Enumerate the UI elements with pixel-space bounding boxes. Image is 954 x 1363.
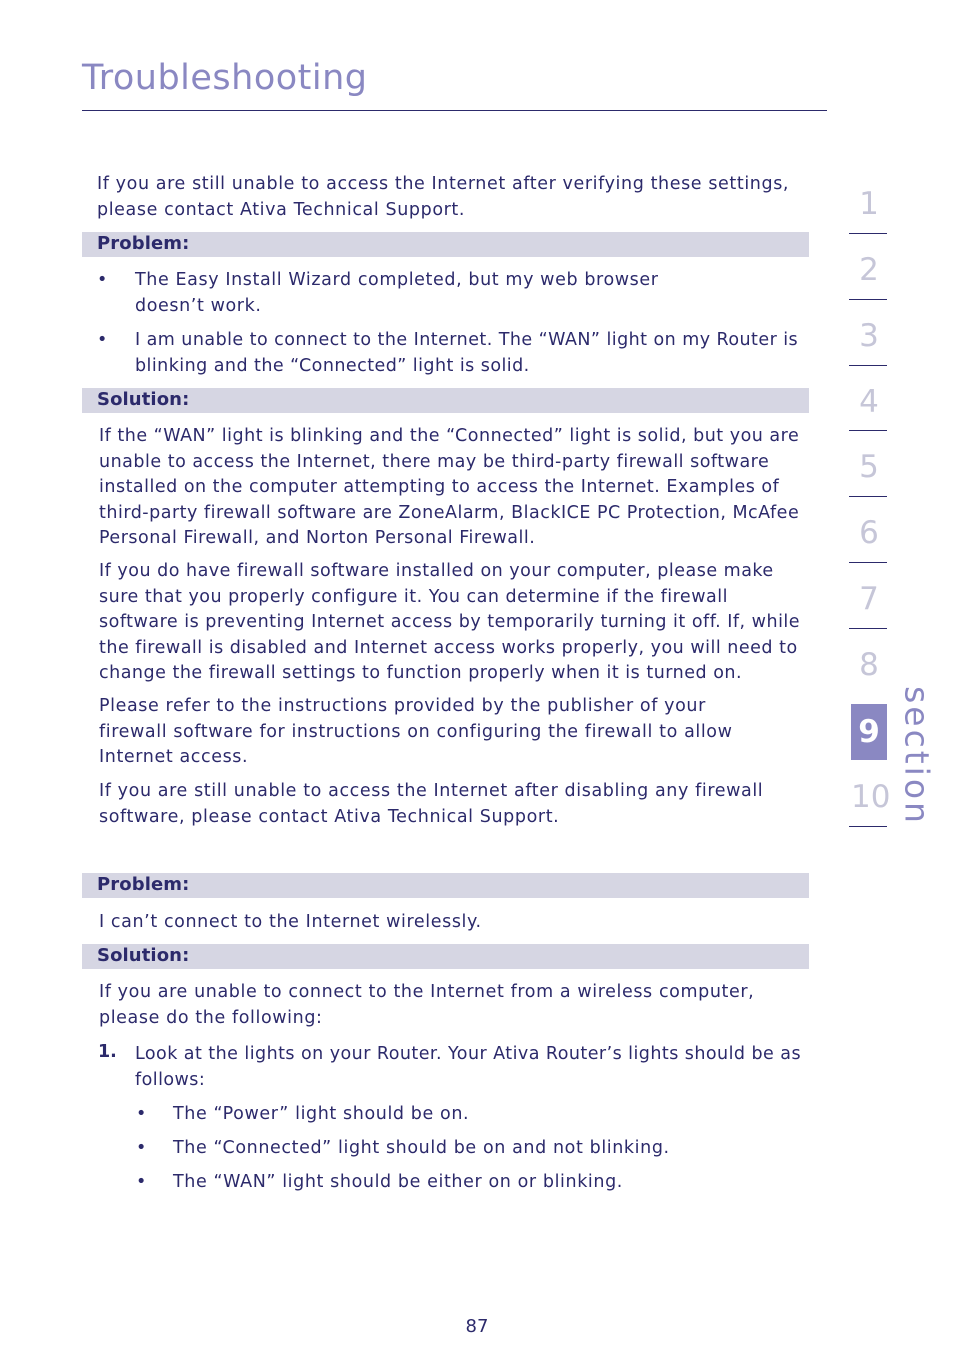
section-tab-4[interactable]: 4: [859, 384, 879, 420]
tab-divider: [849, 826, 887, 827]
section-tab-6[interactable]: 6: [859, 515, 879, 551]
step-bullet: The “WAN” light should be either on or blinking.: [173, 1172, 623, 1192]
section-tab-9-active[interactable]: 9: [851, 704, 887, 760]
section-tab-3[interactable]: 3: [859, 318, 879, 354]
step-number: 1.: [98, 1042, 117, 1062]
tab-divider: [849, 430, 887, 431]
paragraph-line: firewall software for instructions on configuring the firewall to allow: [99, 721, 733, 742]
section-tab-2[interactable]: 2: [859, 252, 879, 288]
step-line: follows:: [135, 1069, 206, 1090]
problem-label: Problem:: [97, 874, 190, 895]
paragraph-line: Internet access.: [99, 747, 249, 767]
bullet-line: blinking and the “Connected” light is solid.: [135, 355, 530, 376]
solution-intro: [99, 980, 754, 1031]
solution-paragraph: [99, 424, 799, 552]
section-label-text: section: [897, 686, 937, 826]
paragraph-line: change the firewall settings to function properly when it is turned on.: [99, 663, 743, 683]
section-tab-5[interactable]: 5: [859, 449, 879, 485]
intro-text: [97, 172, 789, 223]
paragraph-line: please do the following:: [99, 1007, 323, 1028]
problem-label: Problem:: [97, 233, 190, 254]
solution-label: Solution:: [97, 389, 190, 410]
solution-heading-bar: [82, 944, 809, 969]
paragraph-line: installed on the computer attempting to access the Internet. Examples of: [99, 477, 780, 497]
bullet-line: I am unable to connect to the Internet. The “WAN” light on my Router is: [135, 330, 799, 350]
section-tab-1[interactable]: 1: [859, 186, 879, 222]
section-tab-10[interactable]: 10: [851, 779, 891, 815]
bullet-symbol: •: [97, 270, 108, 290]
paragraph-line: software is preventing Internet access by temporarily turning it off. If, while: [99, 612, 801, 632]
paragraph-line: third-party firewall software are ZoneAlarm, BlackICE PC Protection, McAfee: [99, 502, 800, 523]
section-tab-7[interactable]: 7: [859, 581, 879, 617]
paragraph-line: unable to access the Internet, there may be third-party firewall software: [99, 451, 770, 472]
bullet-line: The Easy Install Wizard completed, but my web browser: [135, 270, 659, 290]
page-title: Troubleshooting: [82, 58, 368, 98]
problem-bullet: [135, 268, 659, 319]
step-line: Look at the lights on your Router. Your Ativa Router’s lights should be as: [135, 1044, 802, 1064]
step-bullet: The “Power” light should be on.: [173, 1104, 470, 1124]
paragraph-line: If you are unable to connect to the Internet from a wireless computer,: [99, 982, 755, 1002]
bullet-symbol: •: [136, 1104, 147, 1124]
solution-heading-bar: [82, 388, 809, 413]
paragraph-line: sure that you properly configure it. You can determine if the firewall: [99, 586, 728, 607]
bullet-symbol: •: [97, 330, 108, 350]
step-bullet: The “Connected” light should be on and not blinking.: [173, 1138, 670, 1158]
problem-heading-bar: [82, 873, 809, 898]
section-label: [888, 686, 946, 826]
tab-divider: [849, 233, 887, 234]
intro-line: please contact Ativa Technical Support.: [97, 199, 466, 220]
tab-divider: [849, 496, 887, 497]
solution-paragraph: [99, 694, 733, 771]
title-divider: [82, 110, 827, 111]
paragraph-line: software, please contact Ativa Technical Support.: [99, 806, 560, 827]
problem-bullet: [135, 328, 798, 379]
problem-heading-bar: [82, 232, 809, 257]
solution-paragraph: [99, 559, 800, 687]
bullet-symbol: •: [136, 1138, 147, 1158]
problem-text: I can’t connect to the Internet wirelessly.: [99, 912, 482, 932]
section-tab-8[interactable]: 8: [859, 647, 879, 683]
bullet-line: doesn’t work.: [135, 295, 262, 316]
step-text: [135, 1042, 801, 1093]
tab-divider: [849, 299, 887, 300]
intro-line: If you are still unable to access the Internet after verifying these settings,: [97, 174, 790, 194]
bullet-symbol: •: [136, 1172, 147, 1192]
page-number: 87: [465, 1316, 489, 1337]
solution-label: Solution:: [97, 945, 190, 966]
paragraph-line: If you do have firewall software installed on your computer, please make: [99, 561, 774, 581]
paragraph-line: the firewall is disabled and Internet access works properly, you will need to: [99, 637, 798, 658]
tab-divider: [849, 628, 887, 629]
tab-divider: [849, 562, 887, 563]
solution-paragraph: [99, 779, 763, 830]
paragraph-line: If you are still unable to access the Internet after disabling any firewall: [99, 781, 764, 801]
paragraph-line: If the “WAN” light is blinking and the “Connected” light is solid, but you are: [99, 426, 800, 446]
paragraph-line: Personal Firewall, and Norton Personal Firewall.: [99, 528, 536, 548]
paragraph-line: Please refer to the instructions provided by the publisher of your: [99, 696, 706, 716]
tab-divider: [849, 365, 887, 366]
